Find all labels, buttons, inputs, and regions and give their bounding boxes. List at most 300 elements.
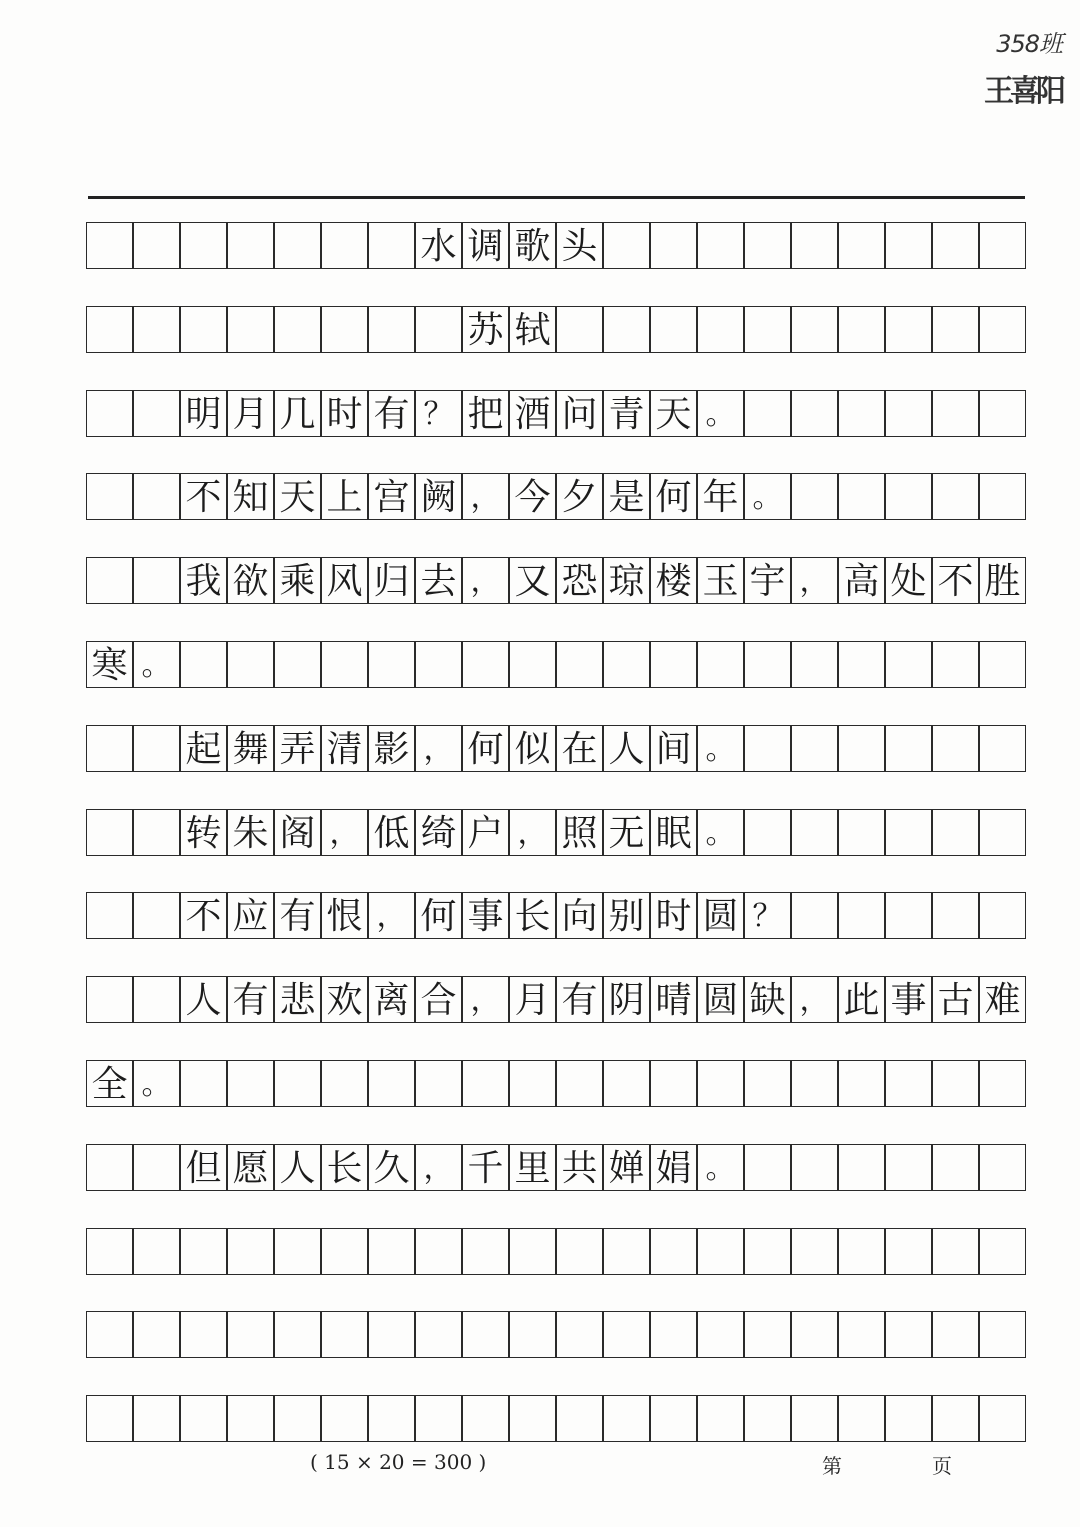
grid-cell: 有 [368,390,415,437]
grid-cell [180,641,227,688]
grid-cell [509,1060,556,1107]
grid-cell [133,1311,180,1358]
grid-cell [697,1311,744,1358]
grid-cell [932,1395,979,1442]
grid-cell [979,1311,1026,1358]
grid-cell [556,1228,603,1275]
grid-cell: ？ [415,390,462,437]
grid-cell: 婵 [603,1144,650,1191]
grid-cell [133,1395,180,1442]
grid-cell [133,892,180,939]
grid-cell [86,1144,133,1191]
grid-cell [885,222,932,269]
grid-cell: 夕 [556,473,603,520]
grid-cell: 娟 [650,1144,697,1191]
grid-cell [885,1144,932,1191]
grid-cell [838,1228,885,1275]
grid-cell: 恨 [321,892,368,939]
grid-cell [86,892,133,939]
grid-cell [744,306,791,353]
grid-cell [791,1395,838,1442]
grid-cell [885,1228,932,1275]
grid-cell [415,306,462,353]
grid-cell: 似 [509,725,556,772]
grid-cell [744,390,791,437]
grid-cell [415,1311,462,1358]
grid-cell [838,725,885,772]
grid-cell [650,1060,697,1107]
grid-cell: 月 [227,390,274,437]
grid-cell [180,222,227,269]
grid-cell: 里 [509,1144,556,1191]
grid-cell [321,1395,368,1442]
grid-cell: 又 [509,557,556,604]
grid-cell [791,725,838,772]
grid-cell [603,222,650,269]
grid-cell [274,1228,321,1275]
grid-cell: 楼 [650,557,697,604]
grid-cell: 间 [650,725,697,772]
grid-cell [227,1060,274,1107]
grid-cell: 苏 [462,306,509,353]
grid-cell: 。 [744,473,791,520]
grid-cell [932,1311,979,1358]
grid-cell [415,1395,462,1442]
class-note: 358班 [996,30,1062,58]
grid-cell: 不 [932,557,979,604]
grid-cell: 转 [180,809,227,856]
grid-cell: 琼 [603,557,650,604]
grid-cell: 高 [838,557,885,604]
grid-cell: 久 [368,1144,415,1191]
grid-cell [744,1395,791,1442]
grid-cell [133,390,180,437]
grid-cell [274,641,321,688]
grid-cell: 知 [227,473,274,520]
grid-cell [133,557,180,604]
grid-cell [321,222,368,269]
grid-cell [509,1395,556,1442]
grid-cell [321,1311,368,1358]
grid-cell [697,306,744,353]
grid-cell: 天 [650,390,697,437]
grid-cell [368,641,415,688]
grid-cell [885,809,932,856]
grid-cell: 不 [180,473,227,520]
grid-cell [932,1060,979,1107]
grid-cell: 长 [509,892,556,939]
grid-cell: 有 [227,976,274,1023]
grid-cell: 青 [603,390,650,437]
grid-cell: 寒 [86,641,133,688]
grid-cell [603,641,650,688]
grid-cell [791,641,838,688]
grid-cell: 绮 [415,809,462,856]
grid-cell [650,1311,697,1358]
grid-cell [838,809,885,856]
grid-cell [227,641,274,688]
grid-cell [368,1311,415,1358]
grid-cell [133,473,180,520]
grid-cell: 在 [556,725,603,772]
grid-cell [885,306,932,353]
grid-cell [838,1060,885,1107]
grid-cell [86,725,133,772]
grid-cell [838,306,885,353]
grid-cell: 今 [509,473,556,520]
grid-cell: 不 [180,892,227,939]
grid-cell [979,892,1026,939]
page-label-ye: 页 [932,1454,952,1478]
grid-cell: 是 [603,473,650,520]
grid-row [86,976,1026,1023]
grid-cell [791,1311,838,1358]
grid-cell [556,1311,603,1358]
grid-cell: 事 [885,976,932,1023]
grid-cell: 古 [932,976,979,1023]
grid-cell [979,306,1026,353]
grid-cell [133,725,180,772]
grid-cell: 难 [979,976,1026,1023]
grid-cell: 别 [603,892,650,939]
grid-cell: 水 [415,222,462,269]
grid-cell [556,306,603,353]
grid-cell: ， [415,1144,462,1191]
grid-cell: 处 [885,557,932,604]
grid-cell: 何 [415,892,462,939]
grid-cell: 此 [838,976,885,1023]
grid-cell: 乘 [274,557,321,604]
grid-cell [979,473,1026,520]
grid-cell [791,1228,838,1275]
grid-cell: 清 [321,725,368,772]
grid-cell [274,1060,321,1107]
grid-cell [86,222,133,269]
grid-cell [744,1228,791,1275]
grid-cell [838,892,885,939]
grid-row [86,641,1026,688]
grid-cell: 玉 [697,557,744,604]
grid-cell: 阴 [603,976,650,1023]
grid-cell [838,641,885,688]
grid-cell [979,1144,1026,1191]
grid-row [86,1144,1026,1191]
grid-cell [885,1060,932,1107]
grid-cell: 缺 [744,976,791,1023]
grid-cell: 千 [462,1144,509,1191]
grid-cell: 时 [321,390,368,437]
grid-cell [603,1395,650,1442]
grid-cell [932,473,979,520]
grid-cell: 风 [321,557,368,604]
grid-cell [697,1395,744,1442]
grid-cell: 离 [368,976,415,1023]
grid-cell [180,306,227,353]
grid-cell [86,1228,133,1275]
grid-cell [274,306,321,353]
grid-cell: 起 [180,725,227,772]
grid-cell [227,1228,274,1275]
grid-cell: 应 [227,892,274,939]
grid-cell: 圆 [697,892,744,939]
grid-cell [321,1228,368,1275]
grid-cell: 但 [180,1144,227,1191]
grid-cell [744,809,791,856]
grid-cell: 月 [509,976,556,1023]
grid-cell [368,222,415,269]
grid-cell: ， [368,892,415,939]
grid-cell [227,306,274,353]
grid-cell [86,557,133,604]
grid-cell [180,1060,227,1107]
grid-row [86,725,1026,772]
grid-cell [885,641,932,688]
grid-cell [462,1060,509,1107]
grid-cell [791,809,838,856]
grid-cell: 圆 [697,976,744,1023]
grid-cell: 何 [650,473,697,520]
grid-cell [697,222,744,269]
grid-cell [885,892,932,939]
grid-cell: 。 [697,809,744,856]
grid-cell: ， [462,557,509,604]
grid-cell [791,222,838,269]
grid-cell [86,1311,133,1358]
grid-cell: 问 [556,390,603,437]
grid-cell [791,1144,838,1191]
grid-cell [650,641,697,688]
grid-cell [86,976,133,1023]
header-rule [88,196,1025,199]
grid-cell [321,641,368,688]
grid-cell [932,641,979,688]
grid-cell [603,1228,650,1275]
grid-cell [180,1228,227,1275]
grid-cell: 无 [603,809,650,856]
grid-cell: 有 [556,976,603,1023]
grid-cell [603,1311,650,1358]
grid-cell [791,390,838,437]
grid-row [86,473,1026,520]
grid-cell [133,1228,180,1275]
grid-cell: 宇 [744,557,791,604]
grid-cell [650,222,697,269]
grid-cell [791,892,838,939]
grid-cell: 酒 [509,390,556,437]
grid-cell [791,306,838,353]
grid-cell [133,1144,180,1191]
grid-cell [462,1395,509,1442]
grid-cell [274,1311,321,1358]
grid-cell: 照 [556,809,603,856]
grid-cell [650,1395,697,1442]
grid-cell: 长 [321,1144,368,1191]
grid-cell: 晴 [650,976,697,1023]
grid-cell: 全 [86,1060,133,1107]
grid-cell [979,1060,1026,1107]
grid-row [86,390,1026,437]
grid-cell [227,1395,274,1442]
grid-cell: 轼 [509,306,556,353]
grid-cell: 眠 [650,809,697,856]
grid-cell: 低 [368,809,415,856]
grid-cell [979,725,1026,772]
grid-cell [697,641,744,688]
grid-cell [744,1311,791,1358]
student-name: 王喜阳 [984,74,1062,109]
grid-cell [86,390,133,437]
grid-cell [368,1060,415,1107]
grid-row [86,892,1026,939]
grid-cell: 。 [697,390,744,437]
grid-cell [86,1395,133,1442]
grid-cell [86,306,133,353]
grid-cell [932,306,979,353]
grid-cell [791,473,838,520]
grid-cell: 影 [368,725,415,772]
grid-row [86,809,1026,856]
grid-row [86,1395,1026,1442]
grid-cell [556,1060,603,1107]
grid-cell [885,725,932,772]
grid-cell: ， [791,557,838,604]
grid-cell: 共 [556,1144,603,1191]
grid-cell [838,390,885,437]
grid-cell: 年 [697,473,744,520]
grid-cell [838,1395,885,1442]
grid-cell [932,1144,979,1191]
grid-cell [86,809,133,856]
grid-cell [697,1060,744,1107]
grid-cell [274,222,321,269]
grid-cell: 人 [603,725,650,772]
grid-cell: 舞 [227,725,274,772]
grid-cell [979,1228,1026,1275]
grid-cell: 调 [462,222,509,269]
grid-cell: 我 [180,557,227,604]
grid-cell: ， [462,473,509,520]
grid-cell: 有 [274,892,321,939]
grid-cell [744,1060,791,1107]
grid-cell [133,809,180,856]
grid-cell [979,641,1026,688]
grid-cell [509,641,556,688]
grid-cell: 向 [556,892,603,939]
grid-cell: 。 [133,641,180,688]
grid-cell: ， [462,976,509,1023]
grid-cell: 几 [274,390,321,437]
grid-cell: 。 [697,725,744,772]
grid-cell [133,222,180,269]
grid-cell [932,809,979,856]
grid-cell [274,1395,321,1442]
grid-cell: 何 [462,725,509,772]
grid-cell [744,641,791,688]
grid-cell: ， [509,809,556,856]
grid-cell [744,1144,791,1191]
grid-cell: 事 [462,892,509,939]
grid-cell [979,390,1026,437]
grid-cell [885,1395,932,1442]
grid-cell: 户 [462,809,509,856]
grid-row [86,1311,1026,1358]
grid-cell [791,1060,838,1107]
grid-row [86,1060,1026,1107]
grid-cell: 。 [697,1144,744,1191]
grid-cell: 欲 [227,557,274,604]
grid-cell [415,1060,462,1107]
grid-cell: 去 [415,557,462,604]
page-label-di: 第 [822,1454,842,1478]
grid-cell [462,641,509,688]
grid-cell [932,222,979,269]
grid-cell: ， [791,976,838,1023]
grid-cell [509,1228,556,1275]
grid-cell [180,1395,227,1442]
grid-cell: 阙 [415,473,462,520]
grid-cell: 头 [556,222,603,269]
grid-cell: ， [415,725,462,772]
grid-cell [86,473,133,520]
grid-cell: 人 [274,1144,321,1191]
grid-cell: 恐 [556,557,603,604]
grid-capacity-label: ( 15 × 20 = 300 ) [310,1450,487,1474]
grid-cell [885,1311,932,1358]
grid-cell [368,1228,415,1275]
grid-cell: 归 [368,557,415,604]
grid-cell [227,222,274,269]
grid-cell [368,1395,415,1442]
grid-cell [321,1060,368,1107]
grid-cell: 明 [180,390,227,437]
grid-cell [556,641,603,688]
grid-cell: 愿 [227,1144,274,1191]
grid-cell: 上 [321,473,368,520]
grid-cell [556,1395,603,1442]
grid-cell [979,809,1026,856]
grid-cell [603,1060,650,1107]
grid-row [86,1228,1026,1275]
grid-cell: 胜 [979,557,1026,604]
grid-cell [462,1311,509,1358]
grid-cell: 合 [415,976,462,1023]
grid-cell: 欢 [321,976,368,1023]
grid-row [86,557,1026,604]
grid-cell [744,725,791,772]
grid-cell [744,222,791,269]
grid-cell: 时 [650,892,697,939]
grid-cell: 。 [133,1060,180,1107]
grid-cell: 阁 [274,809,321,856]
grid-cell [932,892,979,939]
grid-cell [650,306,697,353]
grid-cell: 人 [180,976,227,1023]
grid-cell [885,473,932,520]
grid-cell [885,390,932,437]
grid-cell [509,1311,556,1358]
grid-cell [838,1144,885,1191]
grid-cell: 悲 [274,976,321,1023]
grid-cell [838,473,885,520]
grid-cell [180,1311,227,1358]
grid-cell [838,222,885,269]
grid-row [86,222,1026,269]
grid-cell [932,1228,979,1275]
grid-cell: 宫 [368,473,415,520]
grid-cell: 歌 [509,222,556,269]
grid-cell [462,1228,509,1275]
grid-cell [415,1228,462,1275]
